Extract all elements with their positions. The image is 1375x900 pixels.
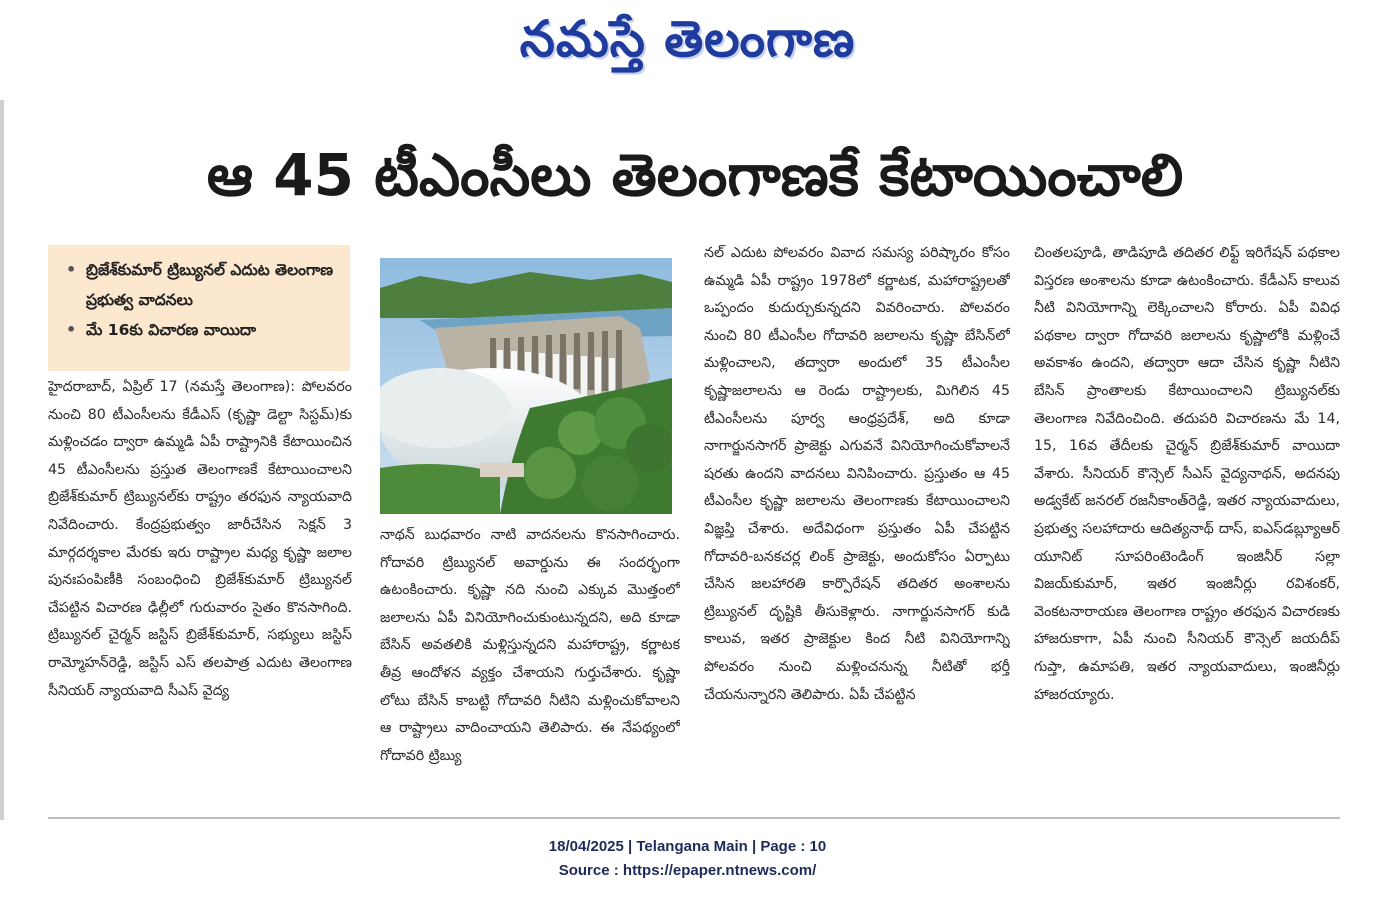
highlights-box: [48, 245, 350, 371]
dam-photo: [380, 258, 672, 514]
masthead: [0, 0, 1375, 80]
highlight-text: బ్రిజేశ్‌కుమార్ ట్రిబ్యునల్ ఎదుట తెలంగాణ ప్రభుత్వ వాదనలు: [86, 261, 334, 309]
article-column-2: నాథన్ బుధవారం నాటి వాదనలను కొనసాగించారు. గోదావరి ట్రిబ్యునల్ అవార్డును ఈ సందర్భంగా ఉటంకించారు. కృష్ణా నది నుంచి ఎక్కువ మొత్తంలో జలాలను ఏపీ వినియోగించుకుంటున్నదని, అది కూడా బేసిన్ అవతలికి మళ్లిస్తున్నదని మహారాష్ట్ర, కర్ణాటక తీవ్ర ఆందోళన వ్యక్తం చేశాయని గుర్తుచేశారు. కృష్ణా లోటు బేసిన్ కాబట్టి గోదావరి నీటిని మళ్లించుకోవాలని ఆ రాష్ట్రాలు వాదించాయని తెలిపారు. ఈ నేపథ్యంలో గోదావరి ట్రిబ్యు: [380, 527, 680, 764]
newspaper-logo: నమస్తే తెలంగాణ: [519, 10, 856, 68]
article-column-1: హైదరాబాద్, ఏప్రిల్ 17 (నమస్తే తెలంగాణ): పోలవరం నుంచి 80 టీఎంసీలను కేడీఎస్ (కృష్ణా డెల్టా సిస్టమ్)కు మళ్లించడం ద్వారా ఉమ్మడి ఏపీ రాష్ట్రానికి కేటాయించిన 45 టీఎంసీలను ప్రస్తుత తెలంగాణకే కేటాయించాలని బ్రిజేశ్‌కుమార్ ట్రిబ్యునల్‌కు రాష్ట్రం తరఫున న్యాయవాది నివేదించారు. కేంద్రప్రభుత్వం జారీచేసిన సెక్షన్ 3 మార్గదర్శకాల మేరకు ఇరు రాష్ట్రాల మధ్య కృష్ణా జలాల పునఃపంపిణీకి సంబంధించి బ్రిజేశ్‌కుమార్ ట్రిబ్యునల్ చేపట్టిన విచారణ ఢిల్లీలో గురువారం సైతం కొనసాగింది. ట్రిబ్యునల్ చైర్మన్ జస్టిస్ బ్రిజేశ్‌కుమార్, సభ్యులు జస్టిస్ రామ్మోహన్‌రెడ్డి, జస్టిస్ ఎస్ తలపాత్ర ఎదుట తెలంగాణ సీనియర్ న్యాయవాది సీఎస్ వైద్య: [48, 379, 352, 699]
article-headline: ఆ 45 టీఎంసీలు తెలంగాణకే కేటాయించాలి: [206, 141, 1184, 209]
dam-photo-illustration: [380, 258, 672, 514]
footer-dateline: 18/04/2025 | Telangana Main | Page : 10: [548, 838, 827, 855]
highlight-item: [66, 315, 340, 345]
bullet-icon: •: [66, 260, 77, 279]
highlight-item: [66, 255, 340, 315]
footer-source-link[interactable]: Source : https://epaper.ntnews.com/: [558, 862, 817, 879]
highlight-text: మే 16కు విచారణ వాయిదా: [86, 321, 257, 339]
article-column-3: నల్ ఎదుట పోలవరం వివాద సమస్య పరిష్కారం కోసం ఉమ్మడి ఏపీ రాష్ట్రం 1978లో కర్ణాటక, మహారాష్ట్రలతో ఒప్పందం కుదుర్చుకున్నదని వివరించారు. పోలవరం నుంచి 80 టీఎంసీల గోదావరి జలాలను కృష్ణా బేసిన్‌లో మళ్లించాలని, తద్వారా అందులో 35 టీఎంసీల కృష్ణాజలాలను ఆ రెండు రాష్ట్రాలకు, మిగిలిన 45 టీఎంసీలను పూర్వ ఆంధ్రప్రదేశ్, అది కూడా నాగార్జునసాగర్ ప్రాజెక్టు ఎగువనే వినియోగించుకోవాలనే షరతు ఉందని వాదనలు వినిపించారు. ప్రస్తుతం ఆ 45 టీఎంసీల కృష్ణా జలాలను తెలంగాణకు కేటాయించాలని విజ్ఞప్తి చేశారు. అదేవిధంగా ప్రస్తుతం ఏపీ చేపట్టిన గోదావరి-బనకచర్ల లింక్ ప్రాజెక్టు, అందుకోసం ఏర్పాటు చేసిన జలహారతి కార్పొరేషన్ తదితర అంశాలను ట్రిబ్యునల్ దృష్టికి తీసుకెళ్లారు. నాగార్జునసాగర్ కుడి కాలువ, ఇతర ప్రాజెక్టుల కింద నీటి వినియోగాన్ని పోలవరం నుంచి మళ్లించనున్న నీటితో భర్తీ చేయనున్నారని తెలిపారు. ఏపీ చేపట్టిన: [704, 245, 1010, 703]
left-margin-rule: [0, 100, 4, 820]
bullet-icon: •: [66, 320, 77, 339]
bottom-divider: [48, 817, 1340, 819]
article-column-4: చింతలపూడి, తాడిపూడి తదితర లిఫ్ట్ ఇరిగేషన్ పథకాల విస్తరణ అంశాలను కూడా ఉటంకించారు. కేడీఎస్ కాలువ నీటి వినియోగాన్ని లెక్కించాలని కోరారు. ఏపీ వివిధ పథకాల ద్వారా గోదావరి జలాలను కృష్ణాలోకి మళ్లించే అవకాశం ఉందని, తద్వారా ఆదా చేసిన కృష్ణా నీటిని బేసిన్ ప్రాంతాలకు కేటాయించాలని ట్రిబ్యునల్‌కు తెలంగాణ నివేదించింది. తదుపరి విచారణను మే 14, 15, 16వ తేదీలకు చైర్మన్ బ్రిజేశ్‌కుమార్ వాయిదా వేశారు. సీనియర్ కౌన్సెల్ సీఎస్ వైద్యనాథన్, అదనపు అడ్వకేట్ జనరల్ రజనీకాంత్‌రెడ్డి, ఇతర న్యాయవాదులు, ప్రభుత్వ సలహాదారు ఆదిత్యనాథ్ దాస్, ఐఎస్‌డబ్ల్యూఆర్ యూనిట్ సూపరింటెండింగ్ ఇంజినీర్ సల్లా విజయ్‌కుమార్, ఇతర ఇంజినీర్లు రవిశంకర్, వెంకటనారాయణ తెలంగాణ రాష్ట్రం తరఫున విచారణకు హాజరుకాగా, ఏపీ నుంచి సీనియర్ కౌన్సెల్ జయదీప్ గుప్తా, ఉమాపతి, ఇతర న్యాయవాదులు, ఇంజినీర్లు హాజరయ్యారు.: [1034, 245, 1340, 703]
